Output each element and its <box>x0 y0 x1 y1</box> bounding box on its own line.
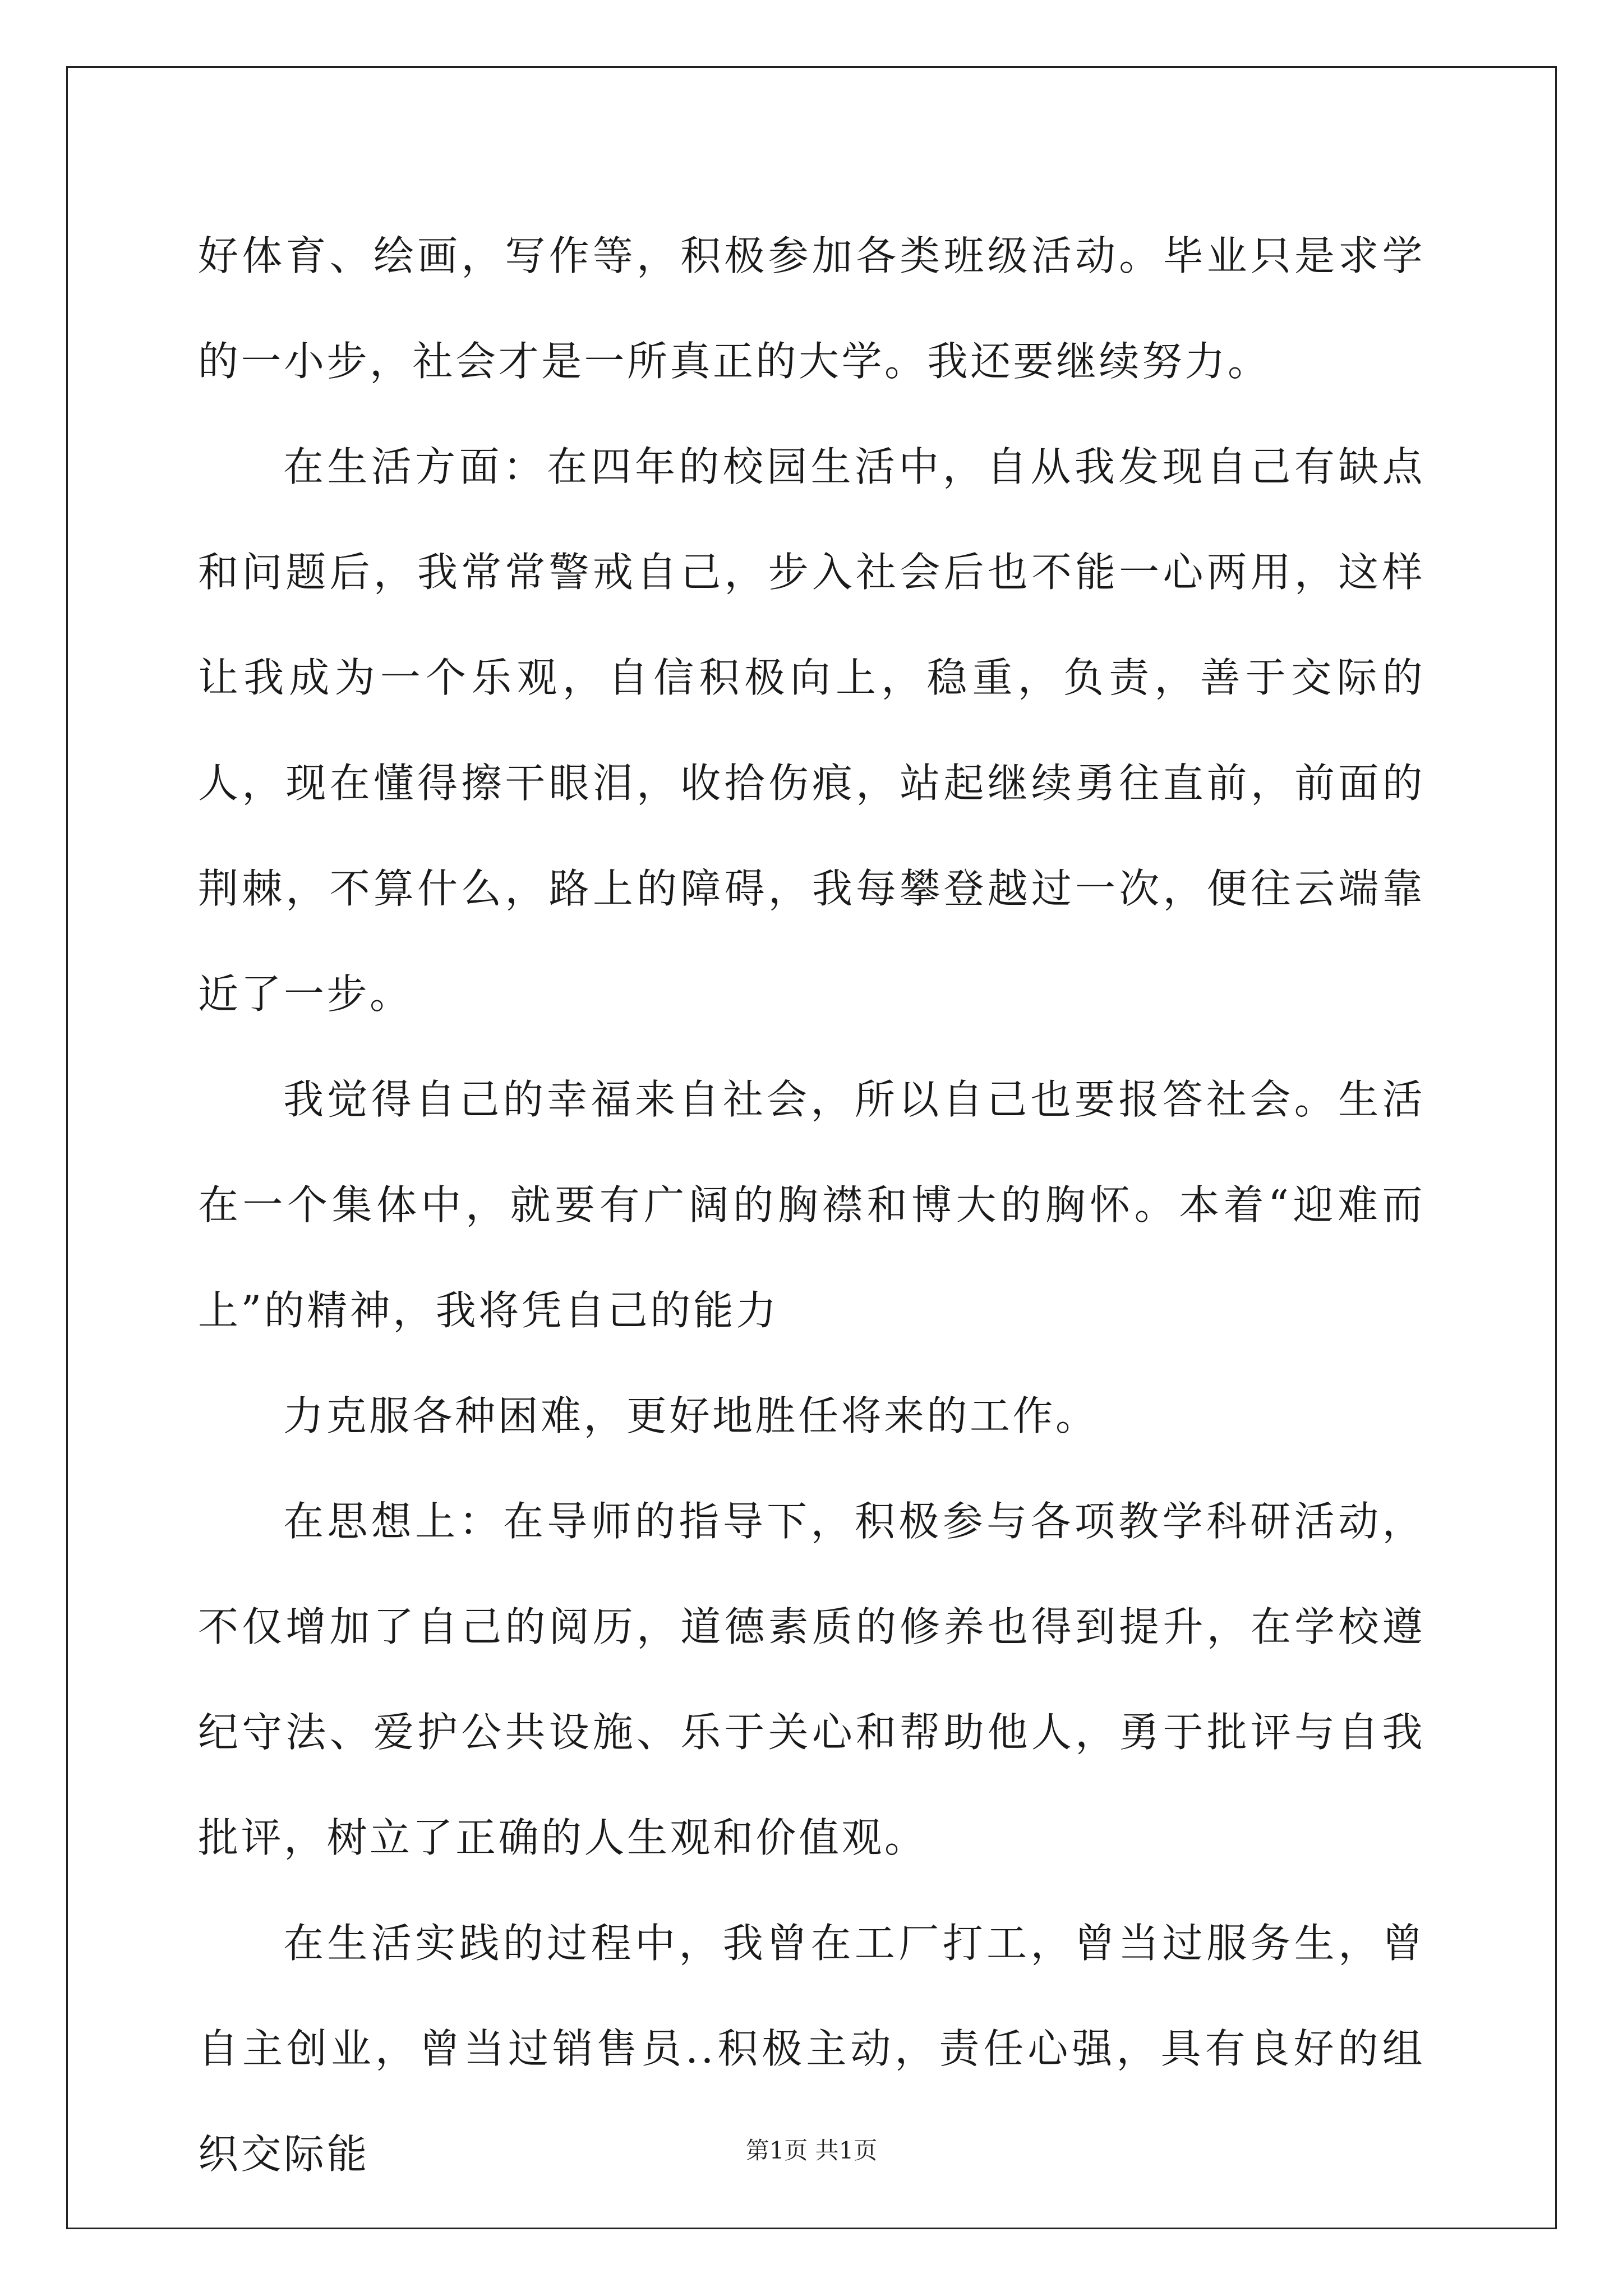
paragraph-3: 我觉得自己的幸福来自社会，所以自己也要报答社会。生活在一个集体中，就要有广阔的胸襟和博大的胸怀。本着“迎难而上”的精神，我将凭自己的能力 <box>198 1076 1425 1334</box>
page-number-footer: 第1页 共1页 <box>745 2137 878 2164</box>
paragraph-4: 力克服各种困难，更好地胜任将来的工作。 <box>283 1392 1099 1439</box>
paragraph-1: 好体育、绘画，写作等，积极参加各类班级活动。毕业只是求学的一小步，社会才是一所真正的大学。我还要继续努力。 <box>198 232 1425 385</box>
document-body <box>198 203 1425 2207</box>
paragraph-5: 在思想上：在导师的指导下，积极参与各项教学科研活动，不仅增加了自己的阅历，道德素质的修养也得到提升，在学校遵纪守法、爱护公共设施、乐于关心和帮助他人，勇于批评与自我批评，树立了正确的人生观和价值观。 <box>198 1498 1425 1861</box>
paragraph-2: 在生活方面：在四年的校园生活中，自从我发现自己有缺点和问题后，我常常警戒自己，步入社会后也不能一心两用，这样让我成为一个乐观，自信积极向上，稳重，负责，善于交际的人，现在懂得擦干眼泪，收拾伤痕，站起继续勇往直前，前面的荆棘，不算什么，路上的障碍，我每攀登越过一次，便往云端靠近了一步。 <box>198 443 1425 1018</box>
paragraph-6: 在生活实践的过程中，我曾在工厂打工，曾当过服务生，曾自主创业，曾当过销售员..积极主动，责任心强，具有良好的组织交际能 <box>198 1920 1425 2178</box>
